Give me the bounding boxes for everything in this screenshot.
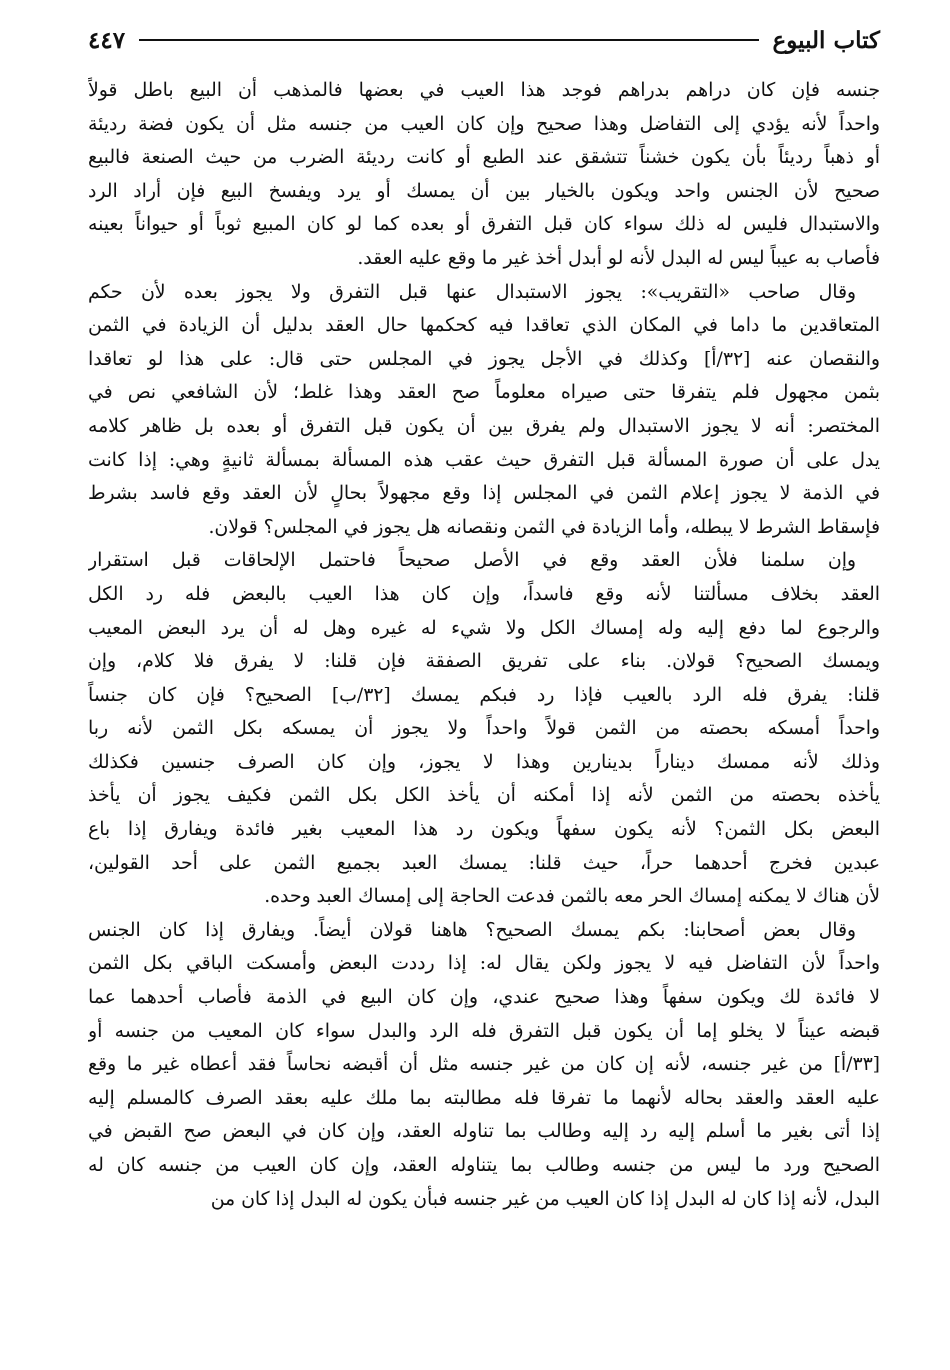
text-line: عليه العقد والعقد بحاله لأنهما ما تفرقا فله مطالبته بما ملك عليه بعقد الصرف كالمسلم إليه xyxy=(88,1087,880,1109)
text-line: جنسه فإن كان دراهم بدراهم فوجد هذا العيب في بعضها فالمذهب أن البيع باطل قولاً xyxy=(88,80,880,101)
text-line: وقال بعض أصحابنا: بكم يمسك الصحيح؟ هاهنا قولان أيضاً. ويفارق إذا كان الجنس xyxy=(88,919,856,941)
text-line: فإسقاط الشرط لا يبطله، وأما الزيادة في الثمن ونقصانه هل يجوز في المجلس؟ قولان. xyxy=(208,516,880,538)
text-line: البدل، لأنه إذا كان له البدل إذا كان العيب من غير جنسه فبأن يكون له البدل إذا كان من xyxy=(210,1188,880,1210)
text-line: أو ذهباً رديئاً بأن يكون خشناً تتشقق عند الطبع أو كانت رديئة الضرب من حيث الصنعة فالبيع xyxy=(88,147,880,169)
text-line: يأخذه بحصته من الثمن لأنه إذا أمكنه أن يأخذ الكل بكل الثمن فكيف يجوز أن يأخذ xyxy=(88,785,880,807)
text-line: والاستبدال فليس له ذلك سواء كان قبل التفرق أو بعده كما لو كان المبيع ثوباً أو حيواناً بعينه xyxy=(88,214,880,236)
page-number: ٤٤٧ xyxy=(88,26,126,54)
text-line: يدل على أن صورة المسألة قبل التفرق حيث عقب هذه المسألة بمسألة ثانيةٍ وهي: إذا كانت xyxy=(88,449,880,471)
text-line: لا فائدة لك ويكون سفهاً وهذا صحيح عندي، وإن كان البيع في الذمة فأصاب أحدهما عما xyxy=(88,987,880,1009)
text-line: العقد بخلاف مسألتنا لأنه وقع فاسداً، وإن كان هذا العيب بالبعض فله رد الكل xyxy=(88,583,880,605)
paragraph xyxy=(88,914,880,1216)
text-line: قلنا: يفرق فله الرد بالعيب فإذا رد فبكم يمسك [٣٢/ب] الصحيح؟ فإن كان جنساً xyxy=(88,684,880,706)
running-header-title: كتاب البيوع xyxy=(772,26,880,54)
text-line: في الذمة لا يجوز إعلام الثمن في المجلس إذا وقع مجهولاً بحالٍ لأن العقد وقع فاسد بشرط xyxy=(88,483,880,505)
text-line: واحداً أمسكه بحصته من الثمن قولاً واحداً ولا يجوز أن يمسكه بكل الثمن لأنه ربا xyxy=(88,718,880,740)
text-line: قبضه عيناً لا يخلو إما أن يكون قبل التفرق فله الرد والبدل سواء كان المعيب من جنسه أو xyxy=(88,1020,880,1042)
text-line: واحداً لأنه يؤدي إلى التفاضل وهذا صحيح وإن كان العيب من جنسه مثل أن يكون فضة رديئة xyxy=(88,113,880,135)
text-line: والنقصان عنه [٣٢/أ] وكذلك في الأجل يجوز في المجلس حتى قال: على هذا لو تعاقدا xyxy=(88,348,880,370)
text-line: والرجوع لما دفع إليه وله إمساك الكل ولا شيء له غيره وهل له أن يرد البعض المعيب xyxy=(88,617,880,639)
body-text xyxy=(88,74,880,1216)
text-line: بثمن مجهول فلم يتفرقا حتى صيراه معلوماً صح العقد وهذا غلط؛ لأن الشافعي نص في xyxy=(88,382,880,404)
text-line: فأصاب به عيباً ليس له البدل لأنه لو أبدل أخذ غير ما وقع عليه العقد. xyxy=(357,247,880,269)
text-line: الصحيح ورد ما ليس من جنسه وطالب بما يتناوله العقد، وإن كان العيب من جنسه كان له xyxy=(88,1155,880,1176)
paragraph xyxy=(88,276,880,545)
text-line: [٣٣/أ] من غير جنسه، لأنه إن كان من غير جنسه مثل أن أقبضه نحاساً فقد أعطاه غير ما وقع xyxy=(88,1054,880,1076)
text-line: وإن سلمنا فلأن العقد وقع في الأصل صحيحاً فاحتمل الإلحاقات قبل استقرار xyxy=(88,550,856,572)
text-line: واحداً لأن التفاضل فيه لا يجوز ولكن يقال له: إذا رددت البعض وأمسكت الباقي بكل الثمن xyxy=(88,953,880,975)
paragraph xyxy=(88,544,880,914)
paragraph xyxy=(88,74,880,276)
text-line: البعض بكل الثمن؟ لأنه يكون سفهاً ويكون رد هذا المعيب بغير فائدة ويفارق إذا باع xyxy=(88,819,880,841)
text-line: وقال صاحب «التقريب»: يجوز الاستبدال عنها قبل التفرق ولا يجوز بعده لأن حكم xyxy=(88,281,856,303)
text-line: وذلك لأنه ممسك ديناراً بدينارين وهذا لا يجوز، وإن كان الصرف جنسين فكذلك xyxy=(88,751,880,773)
text-line: المتعاقدين ما داما في المكان الذي تعاقدا فيه كحكمها حال العقد بدليل أن الزيادة في الثمن xyxy=(88,315,880,337)
text-line: المختصر: أنه لا يجوز الاستبدال ولم يفرق بين أن يكون قبل التفرق أو بعده بل ظاهر كلامه xyxy=(88,415,880,437)
text-line: لأن هناك لا يمكنه إمساك الحر معه بالثمن فدعت الحاجة إلى إمساك العبد وحده. xyxy=(264,886,880,908)
header-rule xyxy=(139,39,758,41)
text-line: إذا أتى بغير ما أسلم إليه رد إليه وطالب بما تناوله العقد، وإن كان في البعض صح القبض في xyxy=(88,1121,880,1143)
text-line: عبدين فخرج أحدهما حراً، حيث قلنا: يمسك العبد بجميع الثمن على أحد القولين، xyxy=(88,852,880,874)
text-line: ويمسك الصحيح؟ قولان. بناء على تفريق الصفقة فإن قلنا: لا يفرق فلا كلام، وإن xyxy=(88,651,880,673)
running-header xyxy=(88,20,880,60)
text-line: صحيح لأن الجنس واحد ويكون بالخيار بين أن يمسك أو يرد ويفسخ البيع فإن أراد الرد xyxy=(88,180,880,202)
